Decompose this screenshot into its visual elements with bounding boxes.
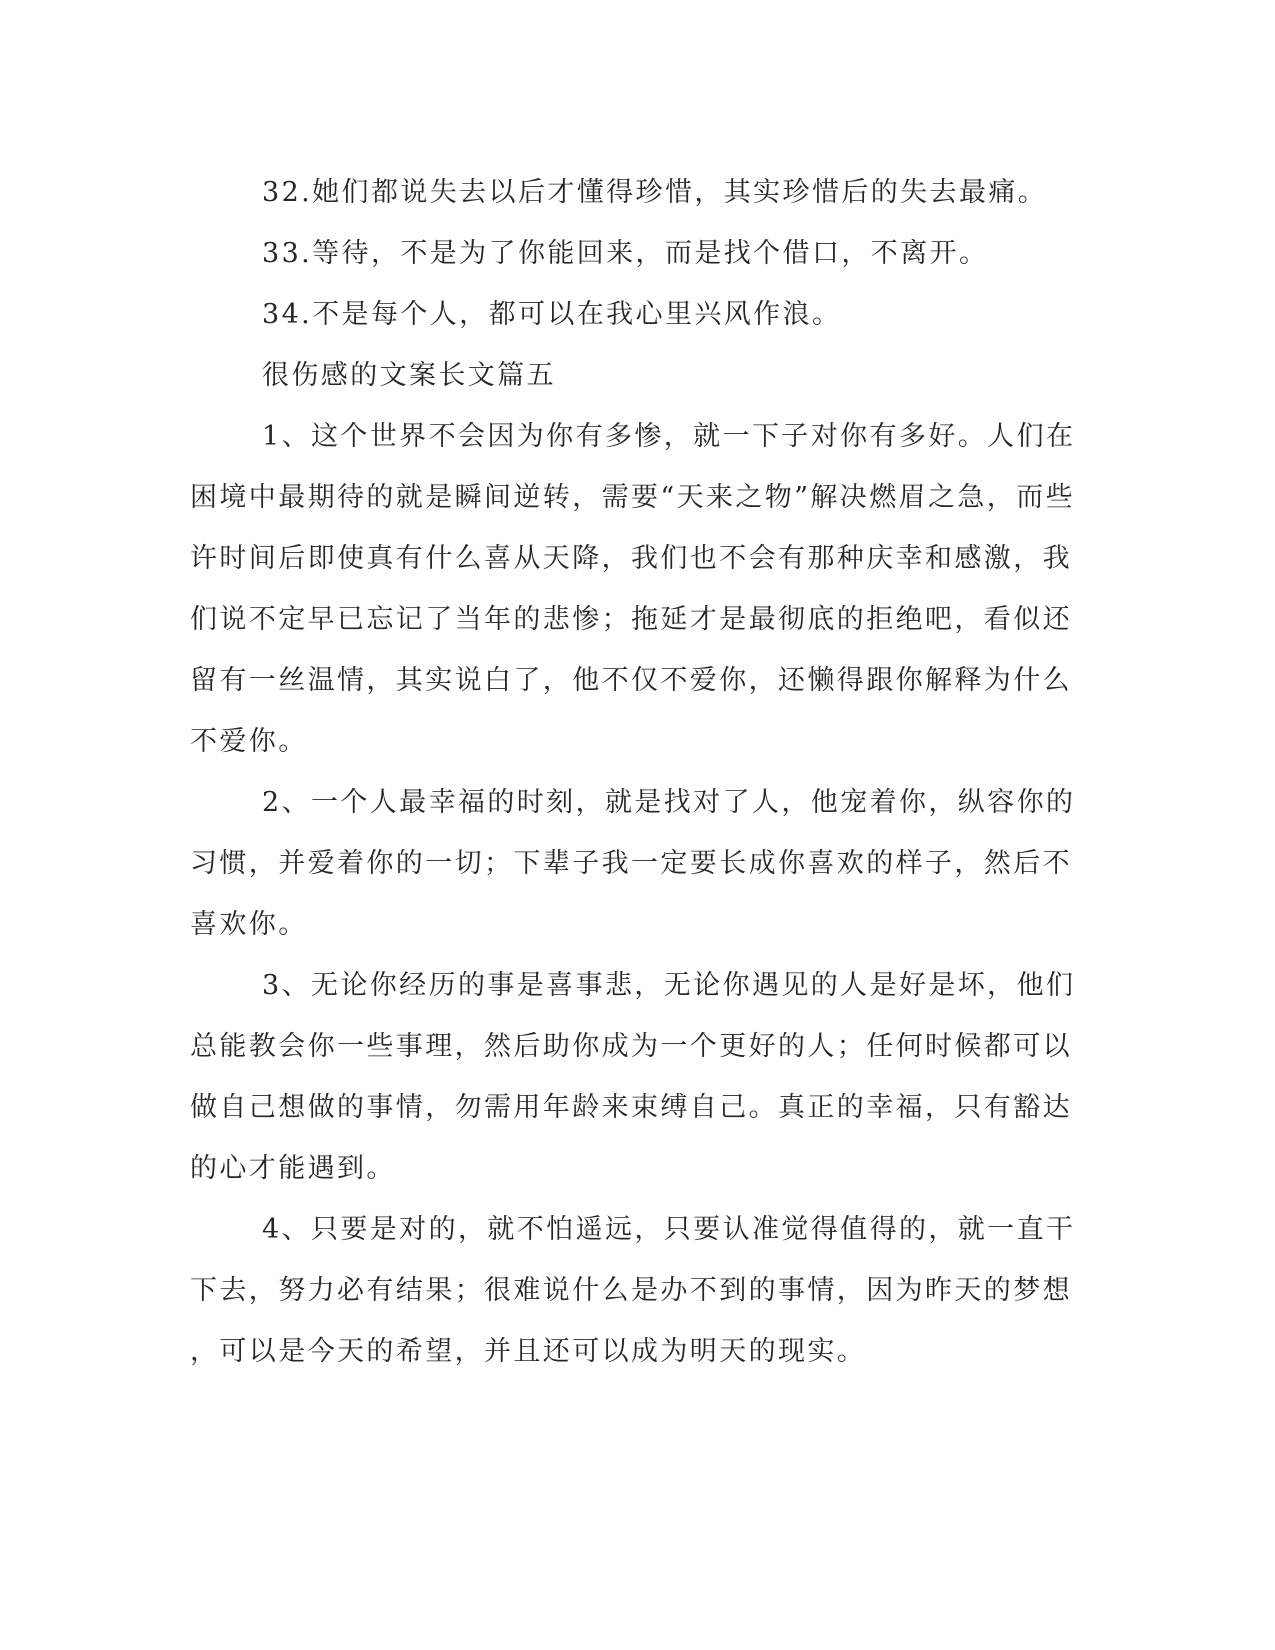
paragraph-line: 们说不定早已忘记了当年的悲惨；拖延才是最彻底的拒绝吧，看似还 (190, 604, 1072, 635)
list-item: 34.不是每个人，都可以在我心里兴风作浪。 (262, 299, 842, 330)
paragraph-line: 总能教会你一些事理，然后助你成为一个更好的人；任何时候都可以 (190, 1031, 1072, 1062)
paragraph-4 (190, 1199, 1076, 1382)
paragraph-line: 3、无论你经历的事是喜事悲，无论你遇见的人是好是坏，他们 (262, 970, 1076, 1001)
paragraph-line: ，可以是今天的希望，并且还可以成为明天的现实。 (190, 1336, 867, 1367)
paragraph-3 (190, 955, 1076, 1199)
paragraph-line: 做自己想做的事情，勿需用年龄来束缚自己。真正的幸福，只有豁达 (190, 1092, 1072, 1123)
paragraph-line: 2、一个人最幸福的时刻，就是找对了人，他宠着你，纵容你的 (262, 787, 1076, 818)
section-title: 很伤感的文案长文篇五 (262, 360, 556, 391)
paragraph-2 (190, 772, 1076, 955)
paragraph-line: 不爱你。 (190, 726, 308, 757)
paragraph-line: 习惯，并爱着你的一切；下辈子我一定要长成你喜欢的样子，然后不 (190, 848, 1072, 879)
list-item: 32.她们都说失去以后才懂得珍惜，其实珍惜后的失去最痛。 (262, 177, 1048, 208)
paragraph-1 (190, 406, 1076, 772)
list-item: 33.等待，不是为了你能回来，而是找个借口，不离开。 (262, 238, 989, 269)
paragraph-line: 留有一丝温情，其实说白了，他不仅不爱你，还懒得跟你解释为什么 (190, 665, 1072, 696)
paragraph-line: 喜欢你。 (190, 909, 308, 940)
paragraph-line: 1、这个世界不会因为你有多惨，就一下子对你有多好。人们在 (262, 421, 1076, 452)
paragraph-line: 困境中最期待的就是瞬间逆转，需要“天来之物”解决燃眉之急，而些 (190, 482, 1076, 513)
paragraph-line: 许时间后即使真有什么喜从天降，我们也不会有那种庆幸和感激，我 (190, 543, 1072, 574)
paragraph-line: 4、只要是对的，就不怕遥远，只要认准觉得值得的，就一直干 (262, 1214, 1076, 1245)
paragraph-line: 的心才能遇到。 (190, 1153, 396, 1184)
paragraph-line: 下去，努力必有结果；很难说什么是办不到的事情，因为昨天的梦想 (190, 1275, 1072, 1306)
document-body (190, 162, 1076, 1382)
